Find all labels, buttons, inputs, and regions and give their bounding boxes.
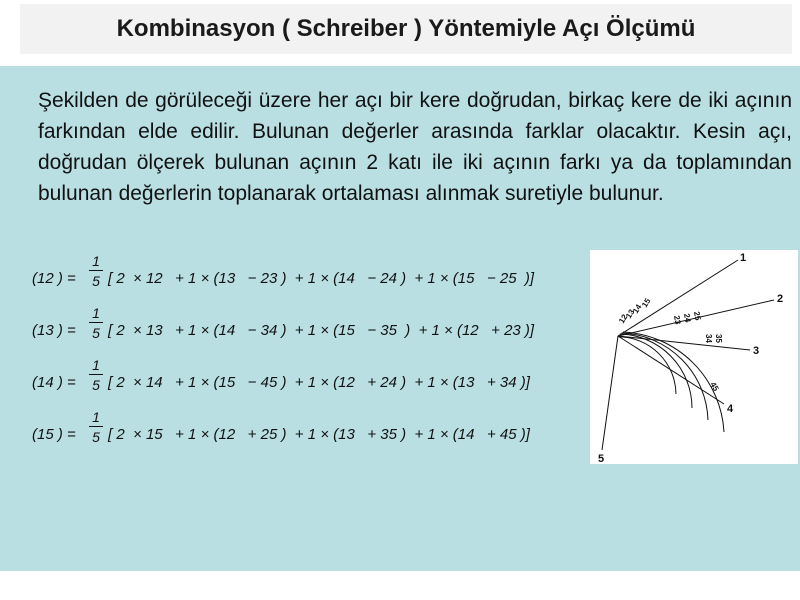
fraction [90,304,102,343]
ray-1 [618,260,738,336]
formula-rhs: [ 2 × 14 + 1 × (15 − 45 ) + 1 × (12 + 24 ) + 1 × (13 + 34 )] [108,374,530,391]
formula-rhs: [ 2 × 13 + 1 × (14 − 34 ) + 1 × (15 − 35 ) + 1 × (12 + 23 )] [108,322,535,339]
arc-label-23: 23 [672,314,683,326]
formula-14 [32,356,587,408]
arc-label-25: 25 [692,310,703,322]
rays [602,260,774,450]
formula-lhs: (15 ) = [32,426,76,443]
formula-15 [32,408,587,460]
title-bar [0,0,800,58]
fraction [90,408,102,447]
formula-lhs: (12 ) = [32,270,76,287]
formula-lhs: (13 ) = [32,322,76,339]
arc [623,332,724,432]
fraction-numerator: 1 [92,305,100,321]
arc-label-15: 15 [640,296,653,310]
ray-label-1: 1 [740,252,747,264]
fraction-denominator: 5 [92,377,100,393]
ray-label-2: 2 [777,293,784,305]
arc-label-34: 34 [704,334,713,343]
fraction-numerator: 1 [92,357,100,373]
angle-diagram-svg [590,250,798,464]
angle-diagram [590,250,798,464]
fraction-numerator: 1 [92,253,100,269]
arc-label-12: 12 [617,312,630,326]
arc-label-13: 13 [624,307,637,321]
arc-label-24: 24 [682,312,693,324]
formula-rhs: [ 2 × 12 + 1 × (13 − 23 ) + 1 × (14 − 24 ) + 1 × (15 − 25 )] [108,270,535,287]
ray-label-3: 3 [753,345,760,357]
ray-3 [618,336,750,350]
body-paragraph: Şekilden de görüleceği üzere her açı bir kere doğrudan, birkaç kere de iki açının farkından elde edilir. Bulunan değerler arasında farklar olacaktır. Kesin açı, doğrudan ölçerek bulunan açının 2 katı ile iki açının farkı ya da toplamından bulunan değerlerin toplanarak ortalaması alınmak suretiyle bulunur. [38,89,792,205]
fraction-denominator: 5 [92,273,100,289]
ray-5 [602,336,618,450]
formula-lhs: (14 ) = [32,374,76,391]
slide-title: Kombinasyon ( Schreiber ) Yöntemiyle Açı Ölçümü [20,4,792,54]
ray-label-5: 5 [598,453,605,464]
formula-rhs: [ 2 × 15 + 1 × (12 + 25 ) + 1 × (13 + 35 ) + 1 × (14 + 45 )] [108,426,530,443]
ray-label-4: 4 [727,403,734,415]
arc [620,334,692,408]
fraction [90,252,102,291]
arc [619,337,677,394]
formula-12 [32,252,587,304]
fraction-denominator: 5 [92,429,100,445]
arc-label-14: 14 [631,302,644,316]
arc-label-35: 35 [714,334,723,343]
fraction [90,356,102,395]
fraction-denominator: 5 [92,325,100,341]
formula-13 [32,304,587,356]
fraction-numerator: 1 [92,409,100,425]
arc-label-45: 45 [708,380,721,393]
